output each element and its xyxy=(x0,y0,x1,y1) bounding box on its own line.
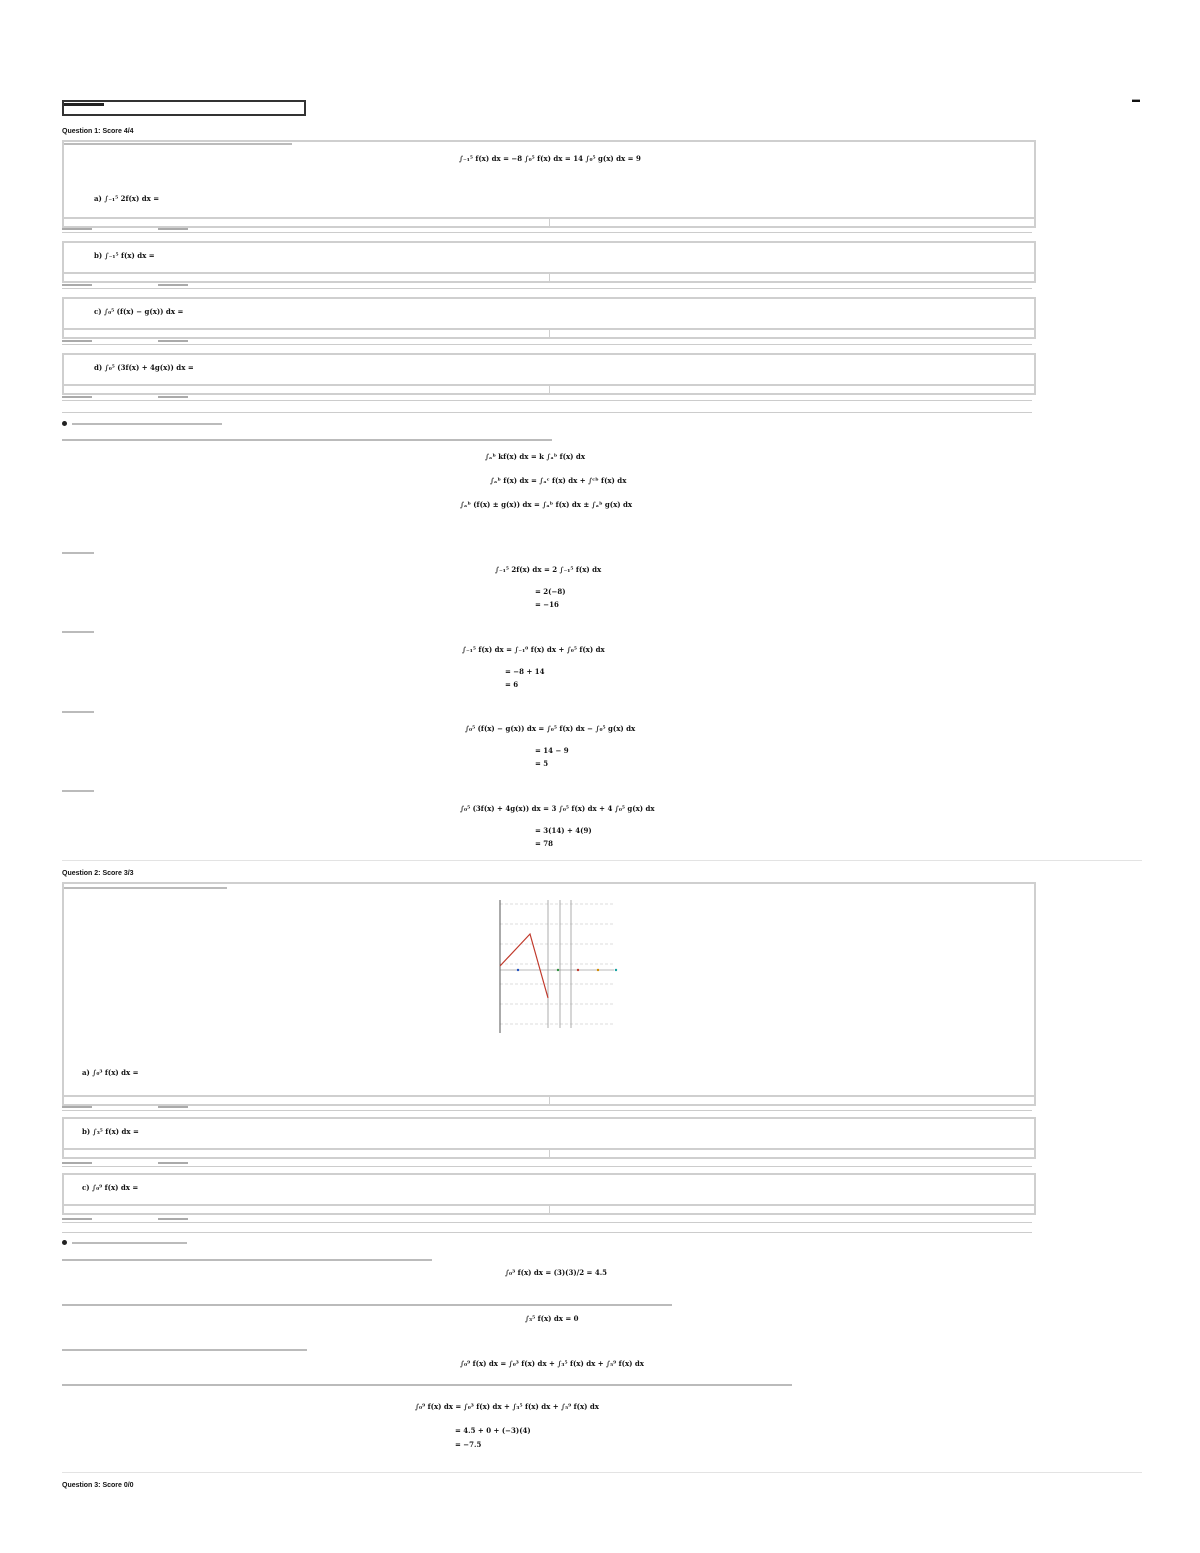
q2-final-line3: = −7.5 xyxy=(455,1440,482,1449)
q2-part-b-panel xyxy=(62,1117,1036,1159)
q1-b-feedback xyxy=(62,284,1032,289)
q2-title: Question 2: Score 3/3 xyxy=(62,870,134,877)
q2-part-a: a) ∫₀³ f(x) dx = xyxy=(82,1068,139,1077)
step-c-line3: = 5 xyxy=(535,759,549,768)
q1-part-a-panel xyxy=(62,140,1036,228)
banner-bar xyxy=(64,103,104,106)
q2-eq-b: ∫₃⁵ f(x) dx = 0 xyxy=(525,1314,579,1323)
q1-part-c: c) ∫₀⁵ (f(x) − g(x)) dx = xyxy=(94,307,184,316)
q2-part-b: b) ∫₃⁵ f(x) dx = xyxy=(82,1127,139,1136)
q2-solution-c-text xyxy=(62,1349,307,1351)
step-c-line1: ∫₀⁵ (f(x) − g(x)) dx = ∫₀⁵ f(x) dx − ∫₀⁵ g(x) dx xyxy=(465,724,636,733)
property-2: ∫ₐᵇ f(x) dx = ∫ₐᶜ f(x) dx + ∫ᶜᵇ f(x) dx xyxy=(490,476,627,485)
answer-row[interactable] xyxy=(64,384,1034,393)
answer-row[interactable] xyxy=(64,328,1034,337)
step-d-line3: = 78 xyxy=(535,839,554,848)
step-b-line2: = −8 + 14 xyxy=(505,667,545,676)
divider xyxy=(62,1472,1142,1473)
step-c-line2: = 14 − 9 xyxy=(535,746,569,755)
solution-caption xyxy=(72,1242,187,1244)
graph-dot xyxy=(597,969,599,971)
step-b-line3: = 6 xyxy=(505,680,519,689)
step-a-line3: = −16 xyxy=(535,600,559,609)
q2-solution-b-text xyxy=(62,1304,672,1306)
solution-icon xyxy=(62,421,67,426)
q1-d-feedback xyxy=(62,396,1032,401)
graph-dot xyxy=(577,969,579,971)
q2-c-feedback xyxy=(62,1218,1032,1223)
answer-row[interactable] xyxy=(64,1148,1034,1157)
step-d-line1: ∫₀⁵ (3f(x) + 4g(x)) dx = 3 ∫₀⁵ f(x) dx + 4 ∫₀⁵ g(x) dx xyxy=(460,804,655,813)
graph-dot xyxy=(517,969,519,971)
property-1: ∫ₐᵇ kf(x) dx = k ∫ₐᵇ f(x) dx xyxy=(485,452,585,461)
step-a-line2: = 2(−8) xyxy=(535,587,566,596)
q1-title: Question 1: Score 4/4 xyxy=(62,128,134,135)
top-right-marker: ▬ xyxy=(1132,95,1140,104)
step-b-label xyxy=(62,631,94,633)
q1-a-feedback xyxy=(62,228,1032,233)
q2-solution-c-text-2 xyxy=(62,1384,792,1386)
step-a-label xyxy=(62,552,94,554)
q2-part-a-panel xyxy=(62,882,1036,1106)
step-d-label xyxy=(62,790,94,792)
answer-row[interactable] xyxy=(64,217,1034,226)
q2-eq-c: ∫₀⁹ f(x) dx = ∫₀³ f(x) dx + ∫₃⁵ f(x) dx + ∫₅⁹ f(x) dx xyxy=(460,1359,644,1368)
graph-dot xyxy=(557,969,559,971)
q1-part-c-panel xyxy=(62,297,1036,339)
divider xyxy=(62,860,1142,861)
q2-part-c: c) ∫₀⁹ f(x) dx = xyxy=(82,1183,139,1192)
q1-part-b-panel xyxy=(62,241,1036,283)
q2-solution-a-text xyxy=(62,1259,432,1261)
q2-b-feedback xyxy=(62,1162,1032,1167)
q1-solution-intro xyxy=(62,439,552,441)
solution-icon xyxy=(62,1240,67,1245)
q1-given: ∫₋₁⁵ f(x) dx = −8 ∫₀⁵ f(x) dx = 14 ∫₀⁵ g(x) dx = 9 xyxy=(459,154,641,163)
step-b-line1: ∫₋₁⁵ f(x) dx = ∫₋₁⁰ f(x) dx + ∫₀⁵ f(x) dx xyxy=(462,645,605,654)
step-a-line1: ∫₋₁⁵ 2f(x) dx = 2 ∫₋₁⁵ f(x) dx xyxy=(495,565,602,574)
graph-dot xyxy=(615,969,617,971)
function-graph xyxy=(492,898,642,1038)
step-c-label xyxy=(62,711,94,713)
q1-part-b: b) ∫₋₁⁵ f(x) dx = xyxy=(94,251,155,260)
q2-part-c-panel xyxy=(62,1173,1036,1215)
header-banner xyxy=(62,100,306,116)
q1-part-d-panel xyxy=(62,353,1036,395)
q1-footer-line xyxy=(62,408,1032,413)
answer-row[interactable] xyxy=(64,1204,1034,1213)
answer-row[interactable] xyxy=(64,1095,1034,1104)
answer-row[interactable] xyxy=(64,272,1034,281)
q2-a-feedback xyxy=(62,1106,1032,1111)
step-d-line2: = 3(14) + 4(9) xyxy=(535,826,592,835)
solution-caption xyxy=(72,423,222,425)
q2-final-line1: ∫₀⁹ f(x) dx = ∫₀³ f(x) dx + ∫₃⁵ f(x) dx + ∫₅⁹ f(x) dx xyxy=(415,1402,599,1411)
q1-part-a: a) ∫₋₁⁵ 2f(x) dx = xyxy=(94,194,160,203)
q1-c-feedback xyxy=(62,340,1032,345)
q2-final-line2: = 4.5 + 0 + (−3)(4) xyxy=(455,1426,531,1435)
q2-footer-line xyxy=(62,1228,1032,1233)
q1-part-d: d) ∫₀⁵ (3f(x) + 4g(x)) dx = xyxy=(94,363,194,372)
property-3: ∫ₐᵇ (f(x) ± g(x)) dx = ∫ₐᵇ f(x) dx ± ∫ₐᵇ g(x) dx xyxy=(460,500,633,509)
q3-title: Question 3: Score 0/0 xyxy=(62,1482,134,1489)
q2-eq-a: ∫₀³ f(x) dx = (3)(3)/2 = 4.5 xyxy=(505,1268,608,1277)
